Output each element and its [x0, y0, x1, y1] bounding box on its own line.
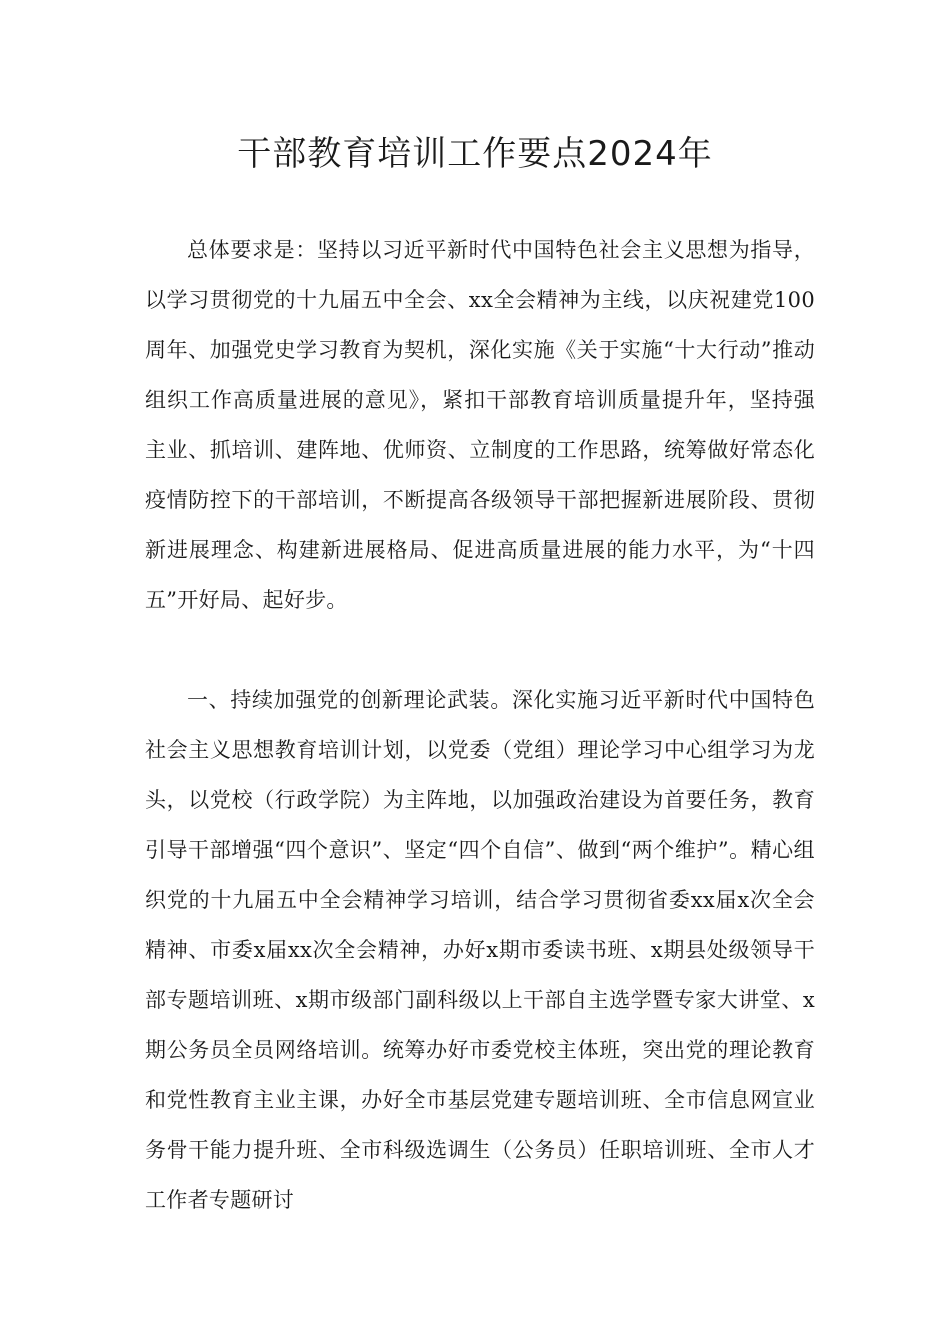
paragraph-general-requirements: 总体要求是：坚持以习近平新时代中国特色社会主义思想为指导，以学习贯彻党的十九届五中全会、xx全会精神为主线，以庆祝建党100周年、加强党史学习教育为契机，深化实施《关于实施“十大行动”推动组织工作高质量进展的意见》，紧扣干部教育培训质量提升年，坚持强主业、抓培训、建阵地、优师资、立制度的工作思路，统筹做好常态化疫情防控下的干部培训，不断提高各级领导干部把握新进展阶段、贯彻新进展理念、构建新进展格局、促进高质量进展的能力水平，为“十四五”开好局、起好步。 — [145, 238, 815, 612]
document-title: 干部教育培训工作要点2024年 — [237, 134, 713, 174]
paragraph-section-one: 一、持续加强党的创新理论武装。深化实施习近平新时代中国特色社会主义思想教育培训计划，以党委（党组）理论学习中心组学习为龙头，以党校（行政学院）为主阵地，以加强政治建设为首要任务，教育引导干部增强“四个意识”、坚定“四个自信”、做到“两个维护”。精心组织党的十九届五中全会精神学习培训，结合学习贯彻省委xx届x次全会精神、市委x届xx次全会精神，办好x期市委读书班、x期县处级领导干部专题培训班、x期市级部门副科级以上干部自主选学暨专家大讲堂、x期公务员全员网络培训。统筹办好市委党校主体班，突出党的理论教育和党性教育主业主课，办好全市基层党建专题培训班、全市信息网宣业务骨干能力提升班、全市科级选调生（公务员）任职培训班、全市人才工作者专题研讨 — [145, 688, 815, 1212]
